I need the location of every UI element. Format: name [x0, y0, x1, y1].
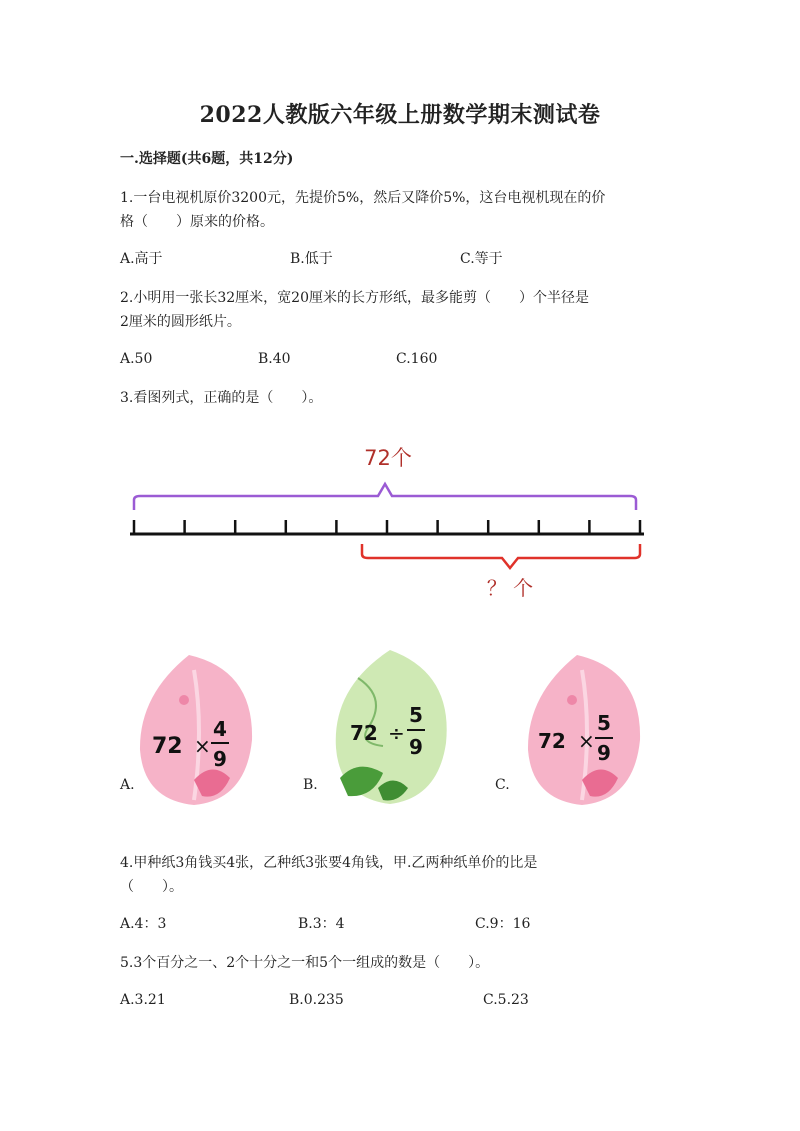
question-3	[120, 386, 680, 410]
total-label: 72个	[364, 446, 412, 470]
question-2	[120, 286, 680, 334]
flower-icon	[567, 695, 577, 705]
question-5-line-1: 5.3个百分之一、2个十分之一和5个一组成的数是（ ）。	[120, 955, 490, 971]
q2-option-c: C.160	[396, 351, 438, 367]
leaf-c-denominator: 9	[597, 741, 611, 765]
q5-option-c: C.5.23	[483, 992, 529, 1008]
question-4-line-2: （ ）。	[120, 879, 183, 895]
q1-option-a: A.高于	[120, 251, 163, 267]
leaf-c-numerator: 5	[597, 711, 611, 735]
question-2-line-1: 2.小明用一张长32厘米，宽20厘米的长方形纸，最多能剪（ ）个半径是	[120, 290, 589, 306]
q1-option-b: B.低于	[290, 251, 333, 267]
leaf-option-a	[134, 650, 264, 810]
tick-marks	[134, 520, 640, 534]
leaf-a-operator: ×	[194, 734, 211, 758]
leaf-option-b	[328, 648, 458, 808]
q3-option-a: A.	[120, 777, 135, 793]
question-1-line-1: 1.一台电视机原价3200元，先提价5%，然后又降价5%，这台电视机现在的价	[120, 190, 606, 206]
q4-option-a: A.4：3	[120, 916, 167, 932]
leaf-b-whole: 72	[350, 721, 378, 745]
q5-option-a: A.3.21	[120, 992, 166, 1008]
q2-option-b: B.40	[258, 351, 291, 367]
section-heading: 一.选择题(共6题，共12分)	[120, 151, 294, 167]
q1-option-c: C.等于	[460, 251, 503, 267]
leaf-b-numerator: 5	[409, 703, 423, 727]
part-label: ？ 个	[486, 576, 534, 600]
question-4-line-1: 4.甲种纸3角钱买4张，乙种纸3张要4角钱，甲.乙两种纸单价的比是	[120, 855, 538, 871]
question-3-line-1: 3.看图列式，正确的是（ ）。	[120, 390, 323, 406]
q2-option-a: A.50	[120, 351, 153, 367]
leaf-b-denominator: 9	[409, 735, 423, 759]
question-5	[120, 951, 680, 975]
leaf-c-whole: 72	[538, 729, 566, 753]
leaf-option-c	[522, 650, 652, 810]
q3-option-b: B.	[303, 777, 318, 793]
page-title: 2022人教版六年级上册数学期末测试卷	[199, 102, 601, 128]
leaf-c-operator: ×	[578, 729, 595, 753]
question-4	[120, 851, 680, 899]
q4-option-b: B.3：4	[298, 916, 345, 932]
leaf-a-numerator: 4	[213, 717, 227, 741]
q3-option-c: C.	[495, 777, 510, 793]
question-1-line-2: 格（ ）原来的价格。	[120, 214, 274, 230]
part-brace	[362, 544, 640, 568]
number-line-diagram	[120, 440, 660, 610]
flower-icon	[179, 695, 189, 705]
question-2-line-2: 2厘米的圆形纸片。	[120, 314, 241, 330]
leaf-a-denominator: 9	[213, 747, 227, 771]
question-1	[120, 186, 680, 234]
leaf-a-whole: 72	[152, 734, 183, 759]
leaf-b-operator: ÷	[388, 721, 405, 745]
q5-option-b: B.0.235	[289, 992, 344, 1008]
q4-option-c: C.9：16	[475, 916, 531, 932]
total-brace	[134, 484, 636, 510]
